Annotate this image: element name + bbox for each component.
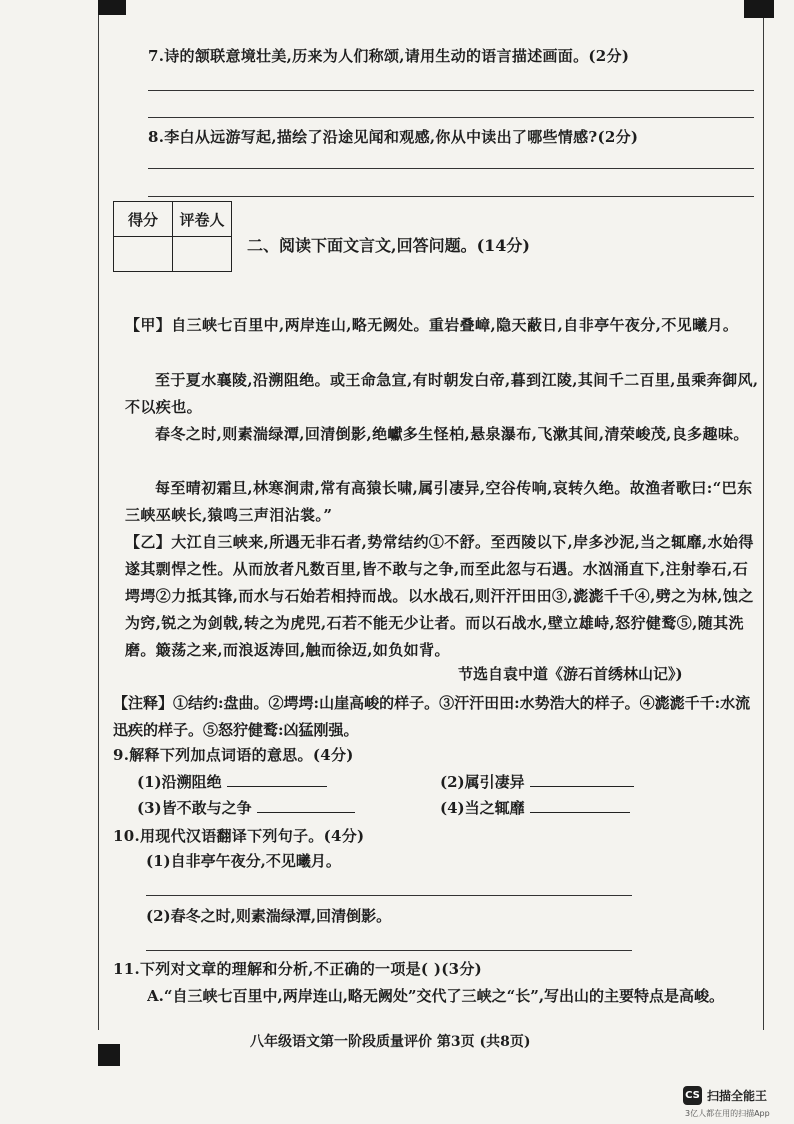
question-10: 10.用现代汉语翻译下列句子。(4分) [113,827,365,845]
question-9: 9.解释下列加点词语的意思。(4分) [113,746,354,764]
q9-item-4-blank[interactable] [530,798,630,813]
score-cell[interactable] [114,237,173,272]
score-label: 得分 [114,202,173,237]
passage-jia-paragraph-2: 至于夏水襄陵,沿溯阻绝。或王命急宣,有时朝发白帝,暮到江陵,其间千二百里,虽乘奔御风,不以疾也。 [125,371,759,416]
score-box [113,201,232,272]
grader-label: 评卷人 [173,202,232,237]
answer-line[interactable] [148,117,754,118]
answer-line[interactable] [148,90,754,91]
q11-option-a[interactable]: A.“自三峡七百里中,两岸连山,略无阙处”交代了三峡之“长”,写出山的主要特点是高峻。 [147,987,725,1005]
answer-line[interactable] [148,168,754,169]
camscanner-logo-icon: CS [683,1086,702,1105]
passage-jia-paragraph-4: 每至晴初霜旦,林寒涧肃,常有高猿长啸,属引凄异,空谷传响,哀转久绝。故渔者歌曰:“巴东三峡巫峡长,猿鸣三声泪沾裳。” [125,479,753,524]
q9-item-1-text: (1)沿溯阻绝 [137,773,222,791]
passage-yi: 【乙】大江自三峡来,所遇无非石者,势常结约①不舒。至西陵以下,岸多沙泥,当之辄靡,水始得遂其剽悍之性。从而放者凡数百里,皆不敢与之争,而至此忽与石遇。水汹涌直下,注射拳石,石堮堮②力抵其锋,而水与石始若相持而战。以水战石,则汗汗田田③,滮滮千千④,劈之为林,蚀之为窍,锐之为剑戟,转之为虎兕,石若不能无少让者。而以石战水,壁立雄峙,怒狞健鹜⑤,随其洗磨。簸荡之来,而浪返涛回,触而徐迈,如负如背。 [125,533,754,659]
registration-mark-top-left [98,0,126,15]
answer-line[interactable] [146,950,632,951]
passage-jia-paragraph-1: 【甲】自三峡七百里中,两岸连山,略无阙处。重岩叠嶂,隐天蔽日,自非亭午夜分,不见曦月。 [125,316,739,334]
registration-mark-bottom-left [98,1044,120,1066]
q9-item-3 [137,797,355,818]
q9-item-2-blank[interactable] [530,772,634,787]
passage-source: 节选自袁中道《游石首绣林山记》) [458,665,683,683]
grader-cell[interactable] [173,237,232,272]
question-7: 7.诗的颔联意境壮美,历来为人们称颂,请用生动的语言描述画面。(2分) [148,47,630,65]
q9-item-4-text: (4)当之辄靡 [440,799,525,817]
question-11: 11.下列对文章的理解和分析,不正确的一项是( )(3分) [113,960,483,978]
q10-sentence-2: (2)春冬之时,则素湍绿潭,回清倒影。 [146,907,392,925]
watermark-subtitle: 3亿人都在用的扫描App [685,1109,770,1118]
registration-mark-top-right [744,0,774,18]
annotation-notes: 【注释】①结约:盘曲。②堮堮:山崖高峻的样子。③汗汗田田:水势浩大的样子。④滮滮千千:水流迅疾的样子。⑤怒狞健鹜:凶猛刚强。 [113,694,751,739]
q9-item-2 [440,771,634,792]
answer-line[interactable] [146,895,632,896]
q9-item-1-blank[interactable] [227,772,327,787]
q9-item-2-text: (2)属引凄异 [440,773,525,791]
page-footer: 八年级语文第一阶段质量评价 第3页 (共8页) [250,1034,531,1050]
answer-line[interactable] [148,196,754,197]
watermark-title: 扫描全能王 [707,1089,768,1103]
q9-item-4 [440,797,630,818]
q9-item-1 [137,771,327,792]
question-8: 8.李白从远游写起,描绘了沿途见闻和观感,你从中读出了哪些情感?(2分) [148,128,639,146]
q9-item-3-blank[interactable] [257,798,355,813]
passage-jia-paragraph-3: 春冬之时,则素湍绿潭,回清倒影,绝巘多生怪柏,悬泉瀑布,飞漱其间,清荣峻茂,良多趣味。 [155,425,749,443]
q10-sentence-1: (1)自非亭午夜分,不见曦月。 [146,852,341,870]
section-title: 二、阅读下面文言文,回答问题。(14分) [247,236,530,255]
q9-item-3-text: (3)皆不敢与之争 [137,799,252,817]
